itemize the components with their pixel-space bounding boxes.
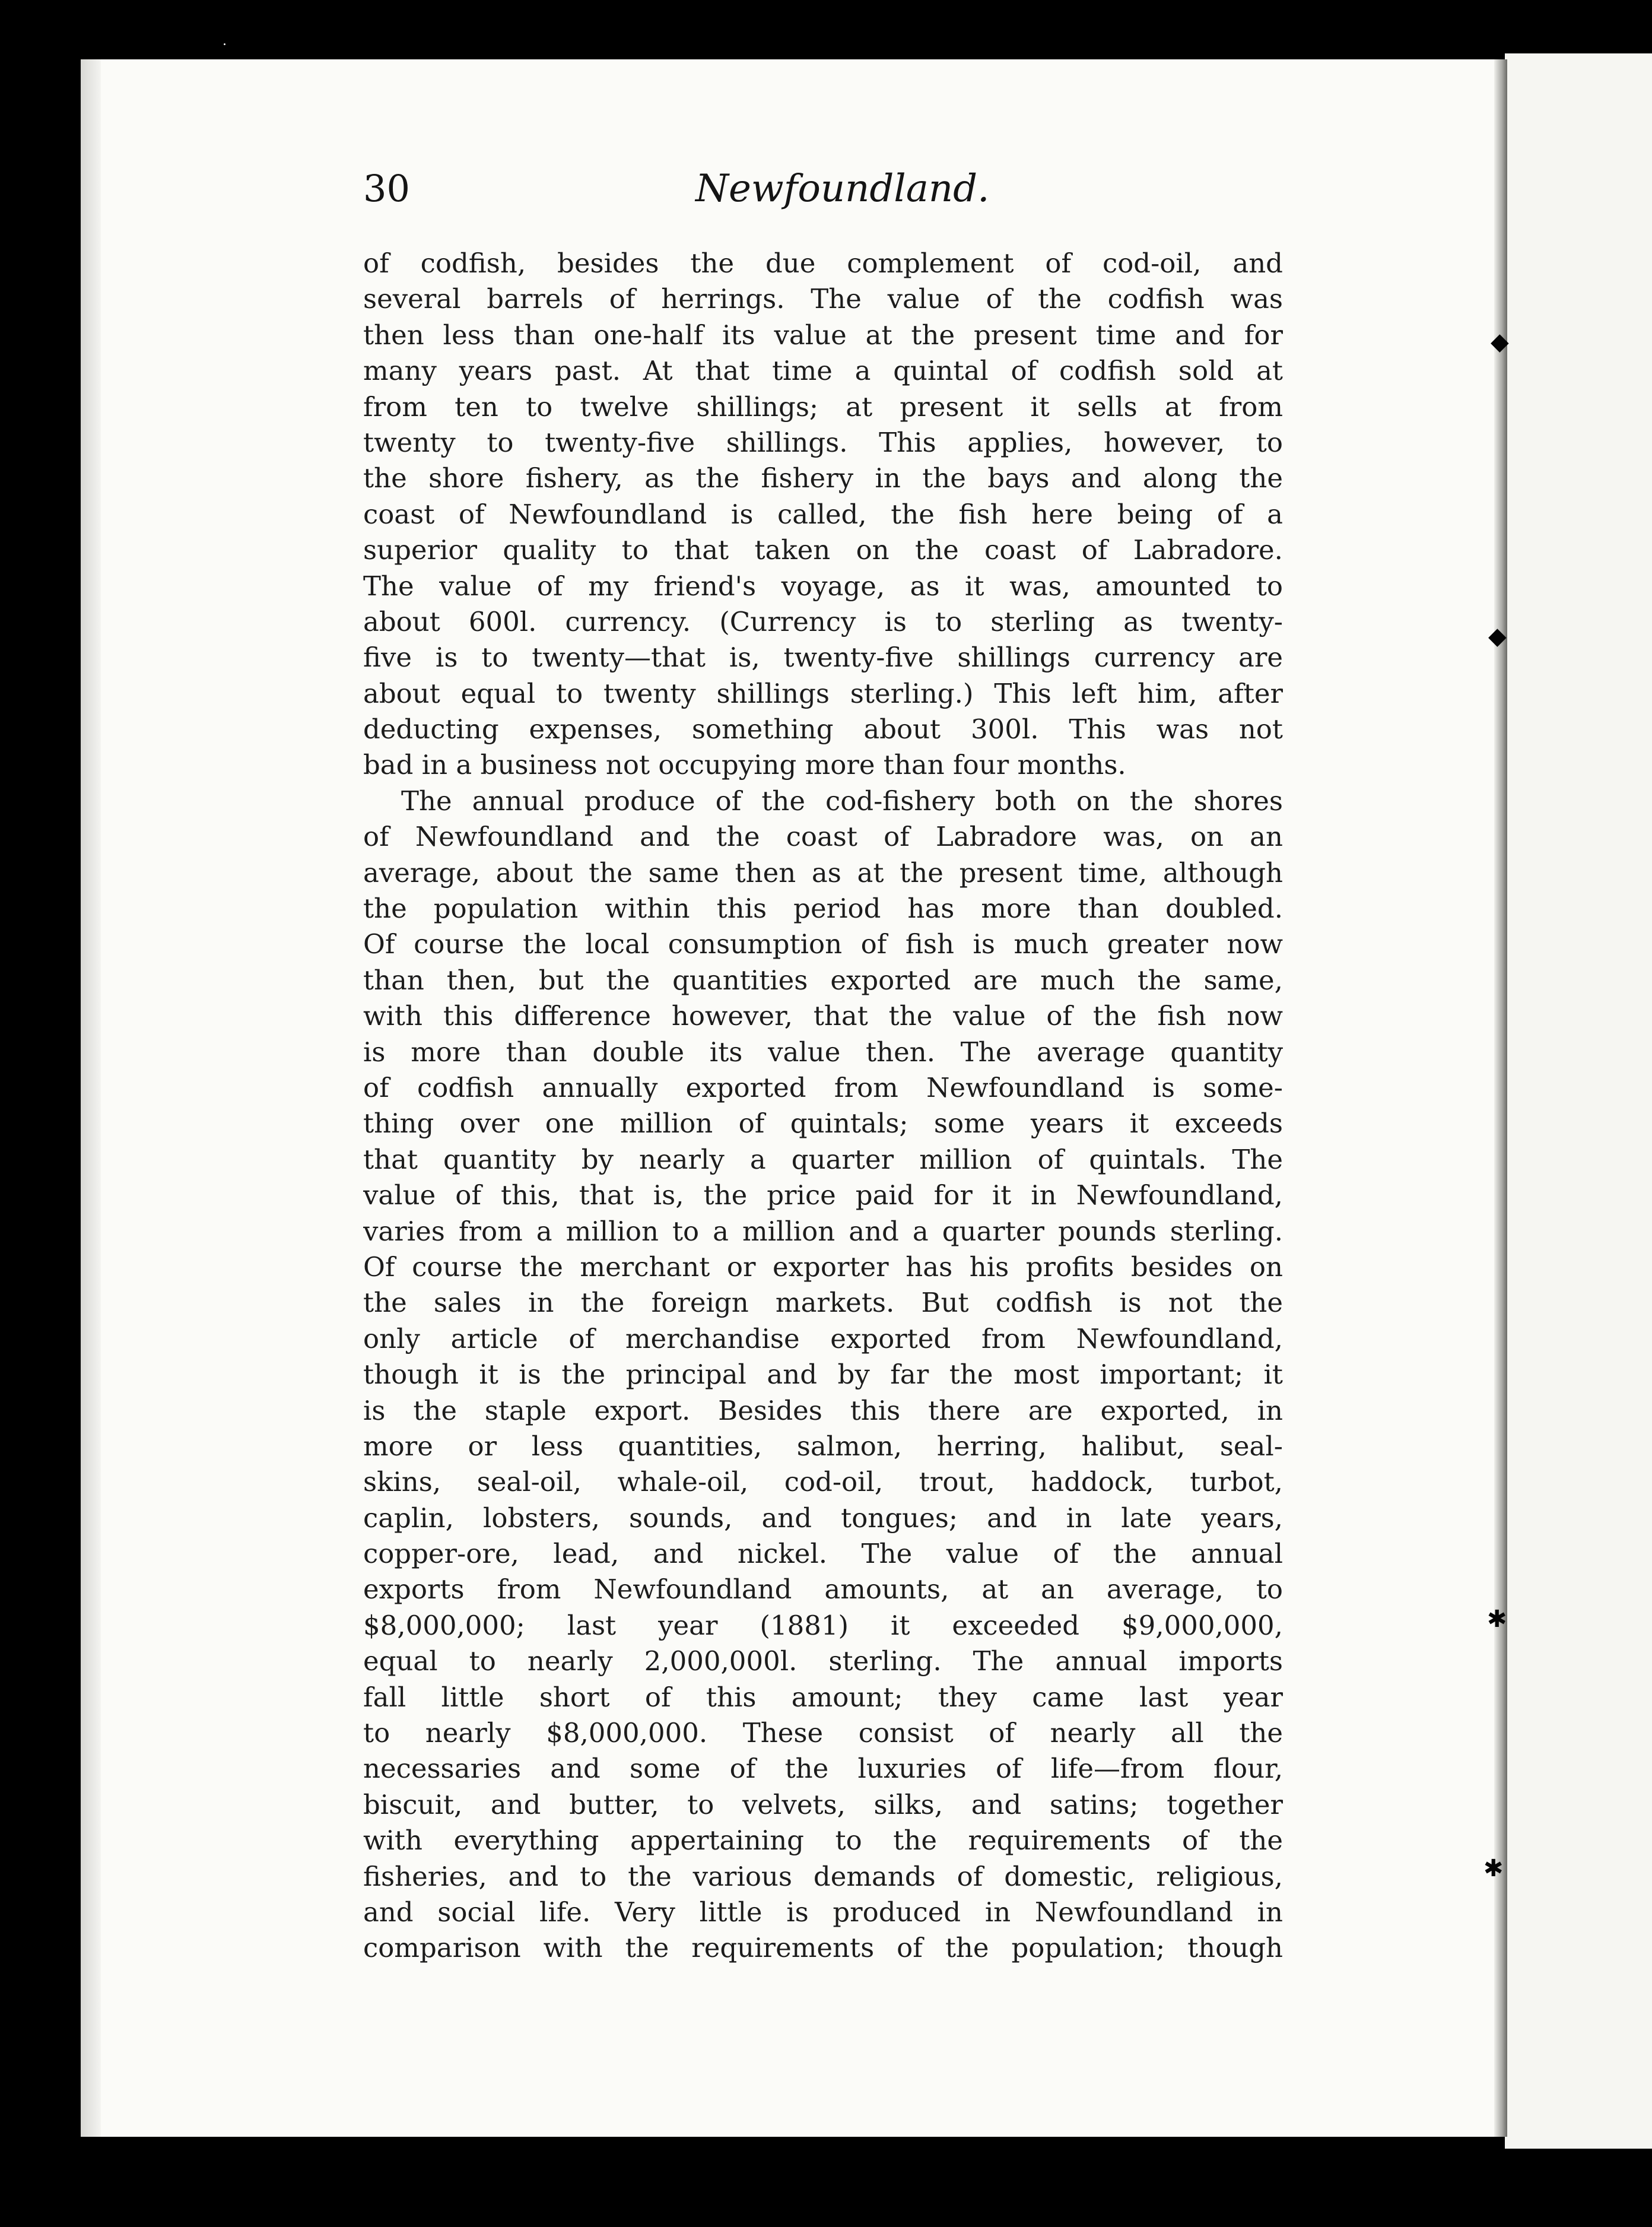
text-line: that quantity by nearly a quarter million of quintals. The: [363, 1143, 1283, 1175]
text-line: $8,000,000; last year (1881) it exceeded $9,000,000,: [363, 1609, 1283, 1641]
text-line: of Newfoundland and the coast of Labradore was, on an: [363, 821, 1283, 853]
text-line: only article of merchandise exported from Newfoundland,: [363, 1322, 1283, 1354]
paragraph-end-line: bad in a business not occupying more than four months.: [363, 749, 1126, 781]
text-line: copper-ore, lead, and nickel. The value of the annual: [363, 1538, 1283, 1570]
binding-hole-mark: ◆: [1488, 623, 1507, 650]
text-line: than then, but the quantities exported are much the same,: [363, 964, 1283, 996]
body-text: [363, 246, 1283, 1966]
page-number: 30: [363, 167, 410, 210]
text-line: the population within this period has more than doubled.: [363, 893, 1283, 925]
text-line: Of course the local consumption of fish is much greater now: [363, 928, 1283, 960]
binding-hole-mark: ✱: [1487, 1606, 1507, 1633]
facing-page-edge: [1505, 53, 1652, 2149]
running-head: [363, 159, 1313, 218]
paragraph-first-line: The annual produce of the cod-fishery both on the shores: [401, 785, 1283, 817]
text-line: with this difference however, that the value of the fish now: [363, 1000, 1283, 1032]
text-line: is the staple export. Besides this there are exported, in: [363, 1394, 1283, 1426]
text-line: the sales in the foreign markets. But codfish is not the: [363, 1287, 1283, 1319]
text-line: fisheries, and to the various demands of domestic, religious,: [363, 1860, 1283, 1892]
binding-hole-mark: ✱: [1483, 1855, 1504, 1882]
text-line: twenty to twenty-five shillings. This applies, however, to: [363, 426, 1283, 458]
text-line: varies from a million to a million and a quarter pounds sterling.: [363, 1215, 1283, 1247]
scan-speck: ˙: [221, 42, 228, 59]
text-line: value of this, that is, the price paid for it in Newfoundland,: [363, 1179, 1283, 1211]
text-line: though it is the principal and by far the most important; it: [363, 1359, 1283, 1391]
running-title: Newfoundland.: [695, 167, 990, 211]
text-line: and social life. Very little is produced in Newfoundland in: [363, 1896, 1283, 1928]
page-gutter-shadow: [81, 59, 101, 2137]
text-line: deducting expenses, something about 300l. This was not: [363, 713, 1283, 745]
text-line: then less than one-half its value at the present time and for: [363, 319, 1283, 351]
text-line: average, about the same then as at the present time, although: [363, 856, 1283, 889]
text-line: about equal to twenty shillings sterling.) This left him, after: [363, 677, 1283, 709]
text-line: skins, seal-oil, whale-oil, cod-oil, trout, haddock, turbot,: [363, 1466, 1283, 1498]
text-line: is more than double its value then. The average quantity: [363, 1036, 1283, 1068]
text-line: comparison with the requirements of the population; though: [363, 1932, 1283, 1964]
text-line: of codfish, besides the due complement of cod-oil, and: [363, 248, 1283, 279]
text-line: superior quality to that taken on the coast of Labradore.: [363, 534, 1283, 566]
text-line: equal to nearly 2,000,000l. sterling. The annual imports: [363, 1645, 1283, 1677]
text-line: more or less quantities, salmon, herring, halibut, seal-: [363, 1430, 1283, 1462]
text-line: to nearly $8,000,000. These consist of nearly all the: [363, 1717, 1283, 1749]
text-line: several barrels of herrings. The value of the codfish was: [363, 283, 1283, 315]
text-line: from ten to twelve shillings; at present it sells at from: [363, 391, 1283, 423]
text-line: the shore fishery, as the fishery in the bays and along the: [363, 462, 1283, 494]
text-line: of codfish annually exported from Newfoundland is some-: [363, 1071, 1283, 1103]
text-line: Of course the merchant or exporter has his profits besides on: [363, 1251, 1283, 1283]
text-line: exports from Newfoundland amounts, at an average, to: [363, 1574, 1283, 1606]
binding-hole-mark: ◆: [1491, 328, 1509, 356]
text-line: coast of Newfoundland is called, the fish here being of a: [363, 498, 1283, 530]
text-line: caplin, lobsters, sounds, and tongues; and in late years,: [363, 1502, 1283, 1534]
text-line: with everything appertaining to the requirements of the: [363, 1825, 1283, 1857]
text-line: thing over one million of quintals; some years it exceeds: [363, 1108, 1283, 1140]
text-line: five is to twenty—that is, twenty-five shillings currency are: [363, 642, 1283, 674]
text-line: about 600l. currency. (Currency is to sterling as twenty-: [363, 605, 1283, 637]
text-line: necessaries and some of the luxuries of life—from flour,: [363, 1753, 1283, 1785]
text-line: The value of my friend's voyage, as it was, amounted to: [363, 570, 1283, 602]
text-line: many years past. At that time a quintal of codfish sold at: [363, 355, 1283, 387]
text-line: fall little short of this amount; they came last year: [363, 1681, 1283, 1713]
page-fold-shadow: [1494, 59, 1507, 2137]
text-line: biscuit, and butter, to velvets, silks, and satins; together: [363, 1788, 1283, 1820]
